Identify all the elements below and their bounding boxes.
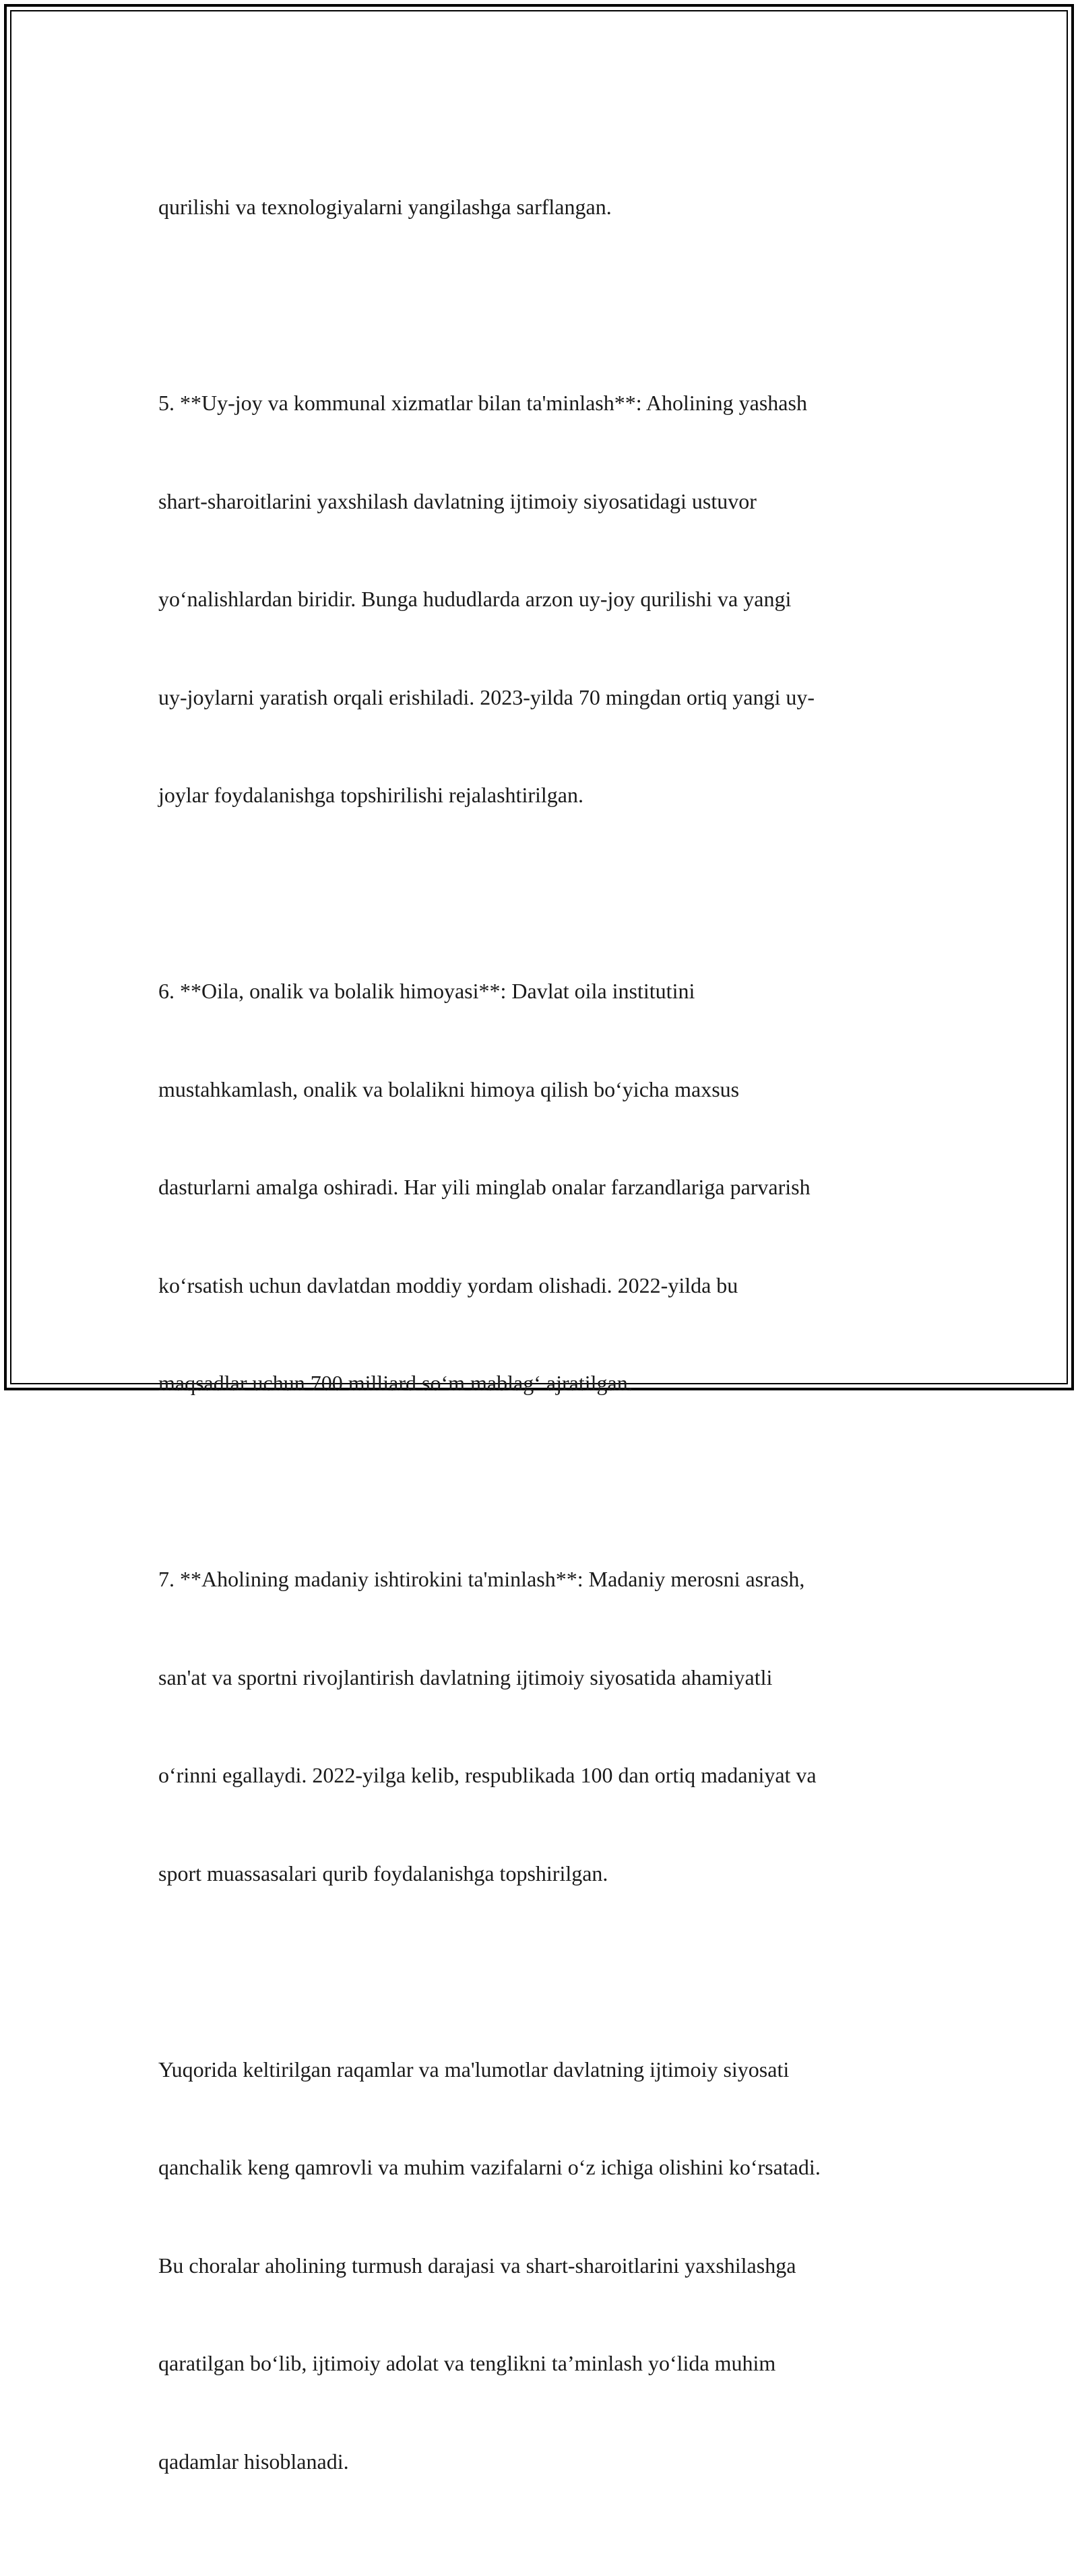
text-line: shart-sharoitlarini yaxshilash davlatning ijtimoiy siyosatidagi ustuvor: [158, 488, 757, 513]
text-line: qanchalik keng qamrovli va muhim vazifalarni o‘z ichiga olishini ko‘rsatadi.: [158, 2155, 821, 2179]
text-line: 6. **Oila, onalik va bolalik himoyasi**: Davlat oila institutini: [158, 979, 695, 1003]
text-line: mustahkamlash, onalik va bolalikni himoya qilish bo‘yicha maxsus: [158, 1076, 740, 1101]
text-line: o‘rinni egallaydi. 2022-yilga kelib, respublikada 100 dan ortiq madaniyat va: [158, 1763, 817, 1787]
text-line: Yuqorida keltirilgan raqamlar va ma'lumotlar davlatning ijtimoiy siyosati: [158, 2057, 790, 2082]
text-line: san'at va sportni rivojlantirish davlatning ijtimoiy siyosatida ahamiyatli: [158, 1665, 773, 1689]
text-line: 5. **Uy-joy va kommunal xizmatlar bilan ta'minlash**: Aholining yashash: [158, 391, 807, 415]
text-line: yo‘nalishlardan biridir. Bunga hududlarda arzon uy-joy qurilishi va yangi: [158, 587, 792, 611]
paragraph-conclusion: [158, 1988, 926, 2544]
text-line: uy-joylarni yaratish orqali erishiladi. 2023-yilda 70 mingdan ortiq yangi uy-: [158, 684, 815, 709]
text-line: joylar foydalanishga topshirilishi rejalashtirilgan.: [158, 783, 583, 807]
paragraph-item-5-housing: [158, 321, 926, 877]
text-line: qaratilgan bo‘lib, ijtimoiy adolat va tenglikni ta’minlash yo‘lida muhim: [158, 2351, 776, 2375]
text-line: maqsadlar uchun 700 milliard so‘m mablag‘ ajratilgan.: [158, 1371, 633, 1395]
paragraph-intro-continuation: [158, 125, 926, 289]
text-line: 7. **Aholining madaniy ishtirokini ta'minlash**: Madaniy merosni asrash,: [158, 1567, 805, 1591]
paragraph-item-7-culture: [158, 1498, 926, 1955]
paragraph-item-6-family: [158, 909, 926, 1465]
text-line: Bu choralar aholining turmush darajasi va shart-sharoitlarini yaxshilashga: [158, 2253, 796, 2278]
text-line: sport muassasalari qurib foydalanishga topshirilgan.: [158, 1861, 608, 1886]
text-line: qurilishi va texnologiyalarni yangilashga sarflangan.: [158, 195, 612, 219]
text-line: ko‘rsatish uchun davlatdan moddiy yordam olishadi. 2022-yilda bu: [158, 1273, 738, 1297]
document-body: [158, 125, 926, 2576]
text-line: qadamlar hisoblanadi.: [158, 2449, 349, 2474]
text-line: dasturlarni amalga oshiradi. Har yili minglab onalar farzandlariga parvarish: [158, 1175, 811, 1199]
